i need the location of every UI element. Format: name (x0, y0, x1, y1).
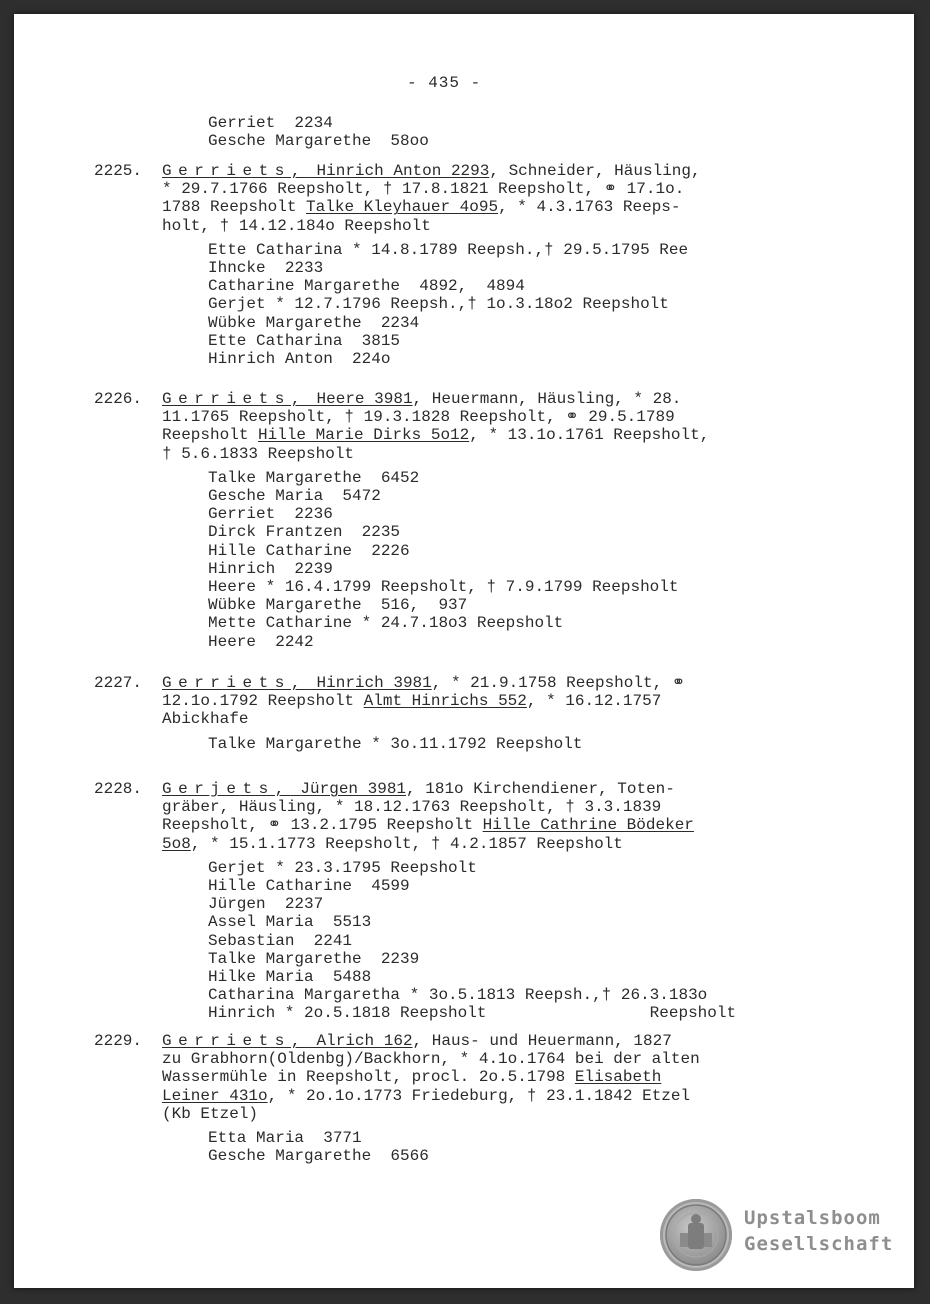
entry-text-line (162, 426, 709, 444)
child-entry: Heere * 16.4.1799 Reepsholt, † 7.9.1799 Reepsholt (208, 578, 679, 596)
entry-text: , * 4.3.1763 Reeps- (498, 198, 681, 217)
intro-line: Gesche Margarethe 58oo (208, 132, 429, 151)
entry-text-line (162, 1050, 700, 1068)
child-entry: Dirck Frantzen 2235 (208, 523, 401, 542)
child-entry: Hinrich Anton 224o (208, 350, 391, 368)
entry-text-line (162, 198, 681, 216)
surname: Gerjets, (162, 780, 291, 798)
person-name: Heere 3981 (306, 390, 413, 408)
entry-text-line (162, 390, 681, 408)
entry-text: , Schneider, Häusling, (489, 162, 701, 180)
entry-text: , 181o Kirchendiener, Toten- (406, 780, 675, 798)
child-entry: Talke Margarethe 6452 (208, 468, 420, 487)
entry-text: holt, † 14.12.184o Reepsholt (162, 216, 431, 235)
child-entry: Wübke Margarethe 2234 (208, 313, 420, 332)
child-entry: Hinrich 2239 (208, 559, 333, 578)
child-entry: Wübke Margarethe 516, 937 (208, 596, 468, 615)
child-entry: Etta Maria 3771 (208, 1129, 362, 1147)
entry-text: , Heuermann, Häusling, * 28. (412, 390, 682, 408)
intro-line: Gerriet 2234 (208, 114, 333, 132)
entry-text-line (162, 1068, 661, 1086)
child-entry: Gerjet * 23.3.1795 Reepsholt (208, 858, 477, 877)
child-entry: Gesche Maria 5472 (208, 487, 381, 505)
entry-text-line (162, 798, 661, 816)
person-name: Hille Cathrine Bödeker (482, 816, 694, 835)
entry-number: 2229. (94, 1032, 143, 1050)
person-name: Jürgen 3981 (290, 780, 407, 798)
entry-text: Reepsholt (162, 426, 259, 445)
person-name: Hinrich 3981 (306, 674, 432, 692)
child-entry: Ette Catharina * 14.8.1789 Reepsh.,† 29.5.1795 Ree (208, 240, 689, 259)
logo-line-2: Gesellschaft (744, 1233, 894, 1255)
person-name: 5o8 (162, 834, 191, 853)
entry-text-line (162, 217, 431, 235)
child-entry: Talke Margarethe * 3o.11.1792 Reepsholt (208, 734, 583, 753)
child-entry: Talke Margarethe 2239 (208, 949, 420, 968)
entry-text: Abickhafe (162, 710, 249, 729)
child-entry: Ihncke 2233 (208, 259, 324, 277)
child-entry: Assel Maria 5513 (208, 913, 372, 932)
entry-text: 11.1765 Reepsholt, † 19.3.1828 Reepsholt, ⚭ 29.5.1789 (162, 408, 675, 427)
child-entry: Hilke Maria 5488 (208, 968, 372, 986)
entry-number: 2225. (94, 162, 143, 180)
entry-text-line (162, 1032, 672, 1050)
entry-text-line (162, 780, 675, 798)
entry-text: , * 2o.1o.1773 Friedeburg, † 23.1.1842 Etzel (267, 1086, 691, 1105)
child-entry: Catharine Margarethe 4892, 4894 (208, 277, 525, 296)
entry-text-line (162, 1087, 690, 1105)
entry-text: 1788 Reepsholt (162, 198, 307, 217)
document-page (14, 14, 914, 1288)
entry-text: , * 21.9.1758 Reepsholt, ⚭ (431, 674, 686, 692)
entry-text-line (162, 835, 623, 853)
child-entry: Gerjet * 12.7.1796 Reepsh.,† 1o.3.18o2 Reepsholt (208, 295, 669, 314)
typed-sheet (14, 14, 914, 1288)
person-name: Almt Hinrichs 552 (363, 692, 527, 711)
person-name: Hille Marie Dirks 5o12 (258, 426, 470, 445)
page-number: - 435 - (407, 74, 482, 92)
child-entry: Hille Catharine 2226 (208, 541, 410, 560)
child-entry: Ette Catharina 3815 (208, 331, 401, 350)
entry-text: 12.1o.1792 Reepsholt (162, 692, 364, 711)
surname: Gerriets, (162, 1032, 307, 1050)
entry-text: (Kb Etzel) (162, 1104, 259, 1123)
entry-number: 2226. (94, 390, 143, 408)
entry-text: gräber, Häusling, * 18.12.1763 Reepsholt, † 3.3.1839 (162, 798, 662, 817)
entry-text-line (162, 162, 701, 180)
entry-text: , * 16.12.1757 (526, 692, 662, 711)
entry-text-line (162, 674, 685, 692)
child-entry: Hinrich * 2o.5.1818 Reepsholt Reepsholt (208, 1004, 737, 1023)
person-name: Talke Kleyhauer 4o95 (306, 198, 499, 217)
entry-number: 2227. (94, 674, 143, 692)
person-name: Leiner 431o (162, 1086, 268, 1105)
surname: Gerriets, (162, 674, 307, 692)
child-entry: Sebastian 2241 (208, 931, 353, 950)
seal-icon (660, 1199, 732, 1271)
child-entry: Gerriet 2236 (208, 505, 333, 524)
child-entry: Gesche Margarethe 6566 (208, 1147, 429, 1166)
person-name: Hinrich Anton 2293 (306, 162, 490, 180)
logo-line-1: Upstalsboom (744, 1207, 881, 1229)
entry-text-line (162, 1105, 258, 1123)
surname: Gerriets, (162, 390, 307, 408)
entry-text: , * 13.1o.1761 Reepsholt, (469, 426, 710, 445)
entry-text: , * 15.1.1773 Reepsholt, † 4.2.1857 Reepsholt (190, 834, 623, 853)
entry-text-line (162, 408, 675, 426)
entry-text: zu Grabhorn(Oldenbg)/Backhorn, * 4.1o.1764 bei der alten (162, 1050, 700, 1069)
entry-text: Reepsholt, ⚭ 13.2.1795 Reepsholt (162, 816, 483, 835)
entry-text: Wassermühle in Reepsholt, procl. 2o.5.1798 (162, 1068, 575, 1087)
person-name: Alrich 162 (306, 1032, 413, 1050)
society-logo (660, 1199, 910, 1271)
entry-text: † 5.6.1833 Reepsholt (162, 444, 355, 463)
entry-text-line (162, 445, 354, 463)
person-name: Elisabeth (574, 1068, 662, 1087)
child-entry: Jürgen 2237 (208, 895, 324, 914)
child-entry: Mette Catharine * 24.7.18o3 Reepsholt (208, 614, 564, 633)
child-entry: Hille Catharine 4599 (208, 877, 410, 895)
entry-text: , Haus- und Heuermann, 1827 (412, 1032, 672, 1050)
entry-text-line (162, 180, 684, 198)
entry-text-line (162, 692, 661, 710)
child-entry: Catharina Margaretha * 3o.5.1813 Reepsh.,† 26.3.183o (208, 986, 708, 1005)
entry-number: 2228. (94, 780, 143, 798)
surname: Gerriets, (162, 162, 307, 180)
child-entry: Heere 2242 (208, 632, 314, 651)
entry-text: * 29.7.1766 Reepsholt, † 17.8.1821 Reepsholt, ⚭ 17.1o. (162, 180, 685, 199)
entry-text-line (162, 710, 248, 728)
entry-text-line (162, 816, 694, 834)
